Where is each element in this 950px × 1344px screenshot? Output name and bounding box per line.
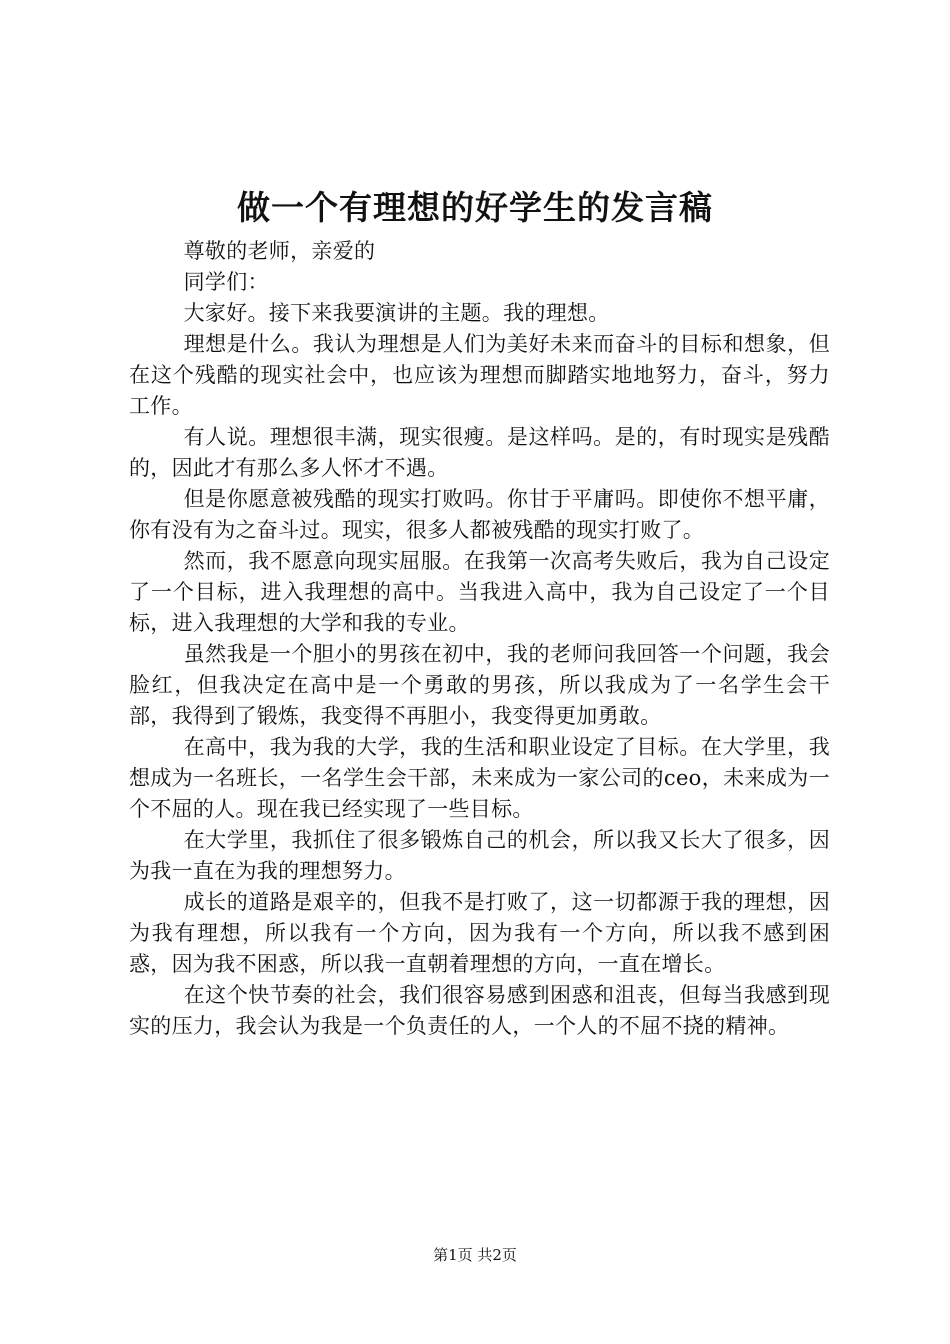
paragraph: 在大学里，我抓住了很多锻炼自己的机会，所以我又长大了很多，因为我一直在为我的理想努力。 [129, 828, 830, 883]
paragraph: 有人说。理想很丰满，现实很瘦。是这样吗。是的，有时现实是残酷的，因此才有那么多人怀才不遇。 [129, 425, 830, 480]
paragraph: 然而，我不愿意向现实屈服。在我第一次高考失败后，我为自己设定了一个目标，进入我理想的高中。当我进入高中，我为自己设定了一个目标，进入我理想的大学和我的专业。 [129, 549, 830, 635]
paragraph: 在高中，我为我的大学，我的生活和职业设定了目标。在大学里，我想成为一名班长，一名学生会干部，未来成为一家公司的ceo，未来成为一个不屈的人。现在我已经实现了一些目标。 [129, 735, 830, 821]
paragraph: 成长的道路是艰辛的，但我不是打败了，这一切都源于我的理想，因为我有理想，所以我有一个方向，因为我有一个方向，所以我不感到困惑，因为我不困惑，所以我一直朝着理想的方向，一直在增长。 [129, 890, 830, 976]
paragraph: 尊敬的老师，亲爱的 [183, 239, 376, 263]
page-number-footer: 第1页 共2页 [433, 1246, 517, 1264]
paragraph: 理想是什么。我认为理想是人们为美好未来而奋斗的目标和想象，但在这个残酷的现实社会中，也应该为理想而脚踏实地地努力，奋斗，努力工作。 [129, 332, 830, 418]
paragraph: 大家好。接下来我要演讲的主题。我的理想。 [183, 301, 610, 325]
page-title: 做一个有理想的好学生的发言稿 [237, 188, 713, 227]
paragraph: 同学们： [183, 270, 269, 294]
paragraph: 但是你愿意被残酷的现实打败吗。你甘于平庸吗。即使你不想平庸，你有没有为之奋斗过。现实，很多人都被残酷的现实打败了。 [129, 487, 830, 542]
document-body [129, 236, 830, 1042]
paragraph: 在这个快节奏的社会，我们很容易感到困惑和沮丧，但每当我感到现实的压力，我会认为我是一个负责任的人，一个人的不屈不挠的精神。 [129, 983, 830, 1038]
paragraph: 虽然我是一个胆小的男孩在初中，我的老师问我回答一个问题，我会脸红，但我决定在高中是一个勇敢的男孩，所以我成为了一名学生会干部，我得到了锻炼，我变得不再胆小，我变得更加勇敢。 [129, 642, 830, 728]
